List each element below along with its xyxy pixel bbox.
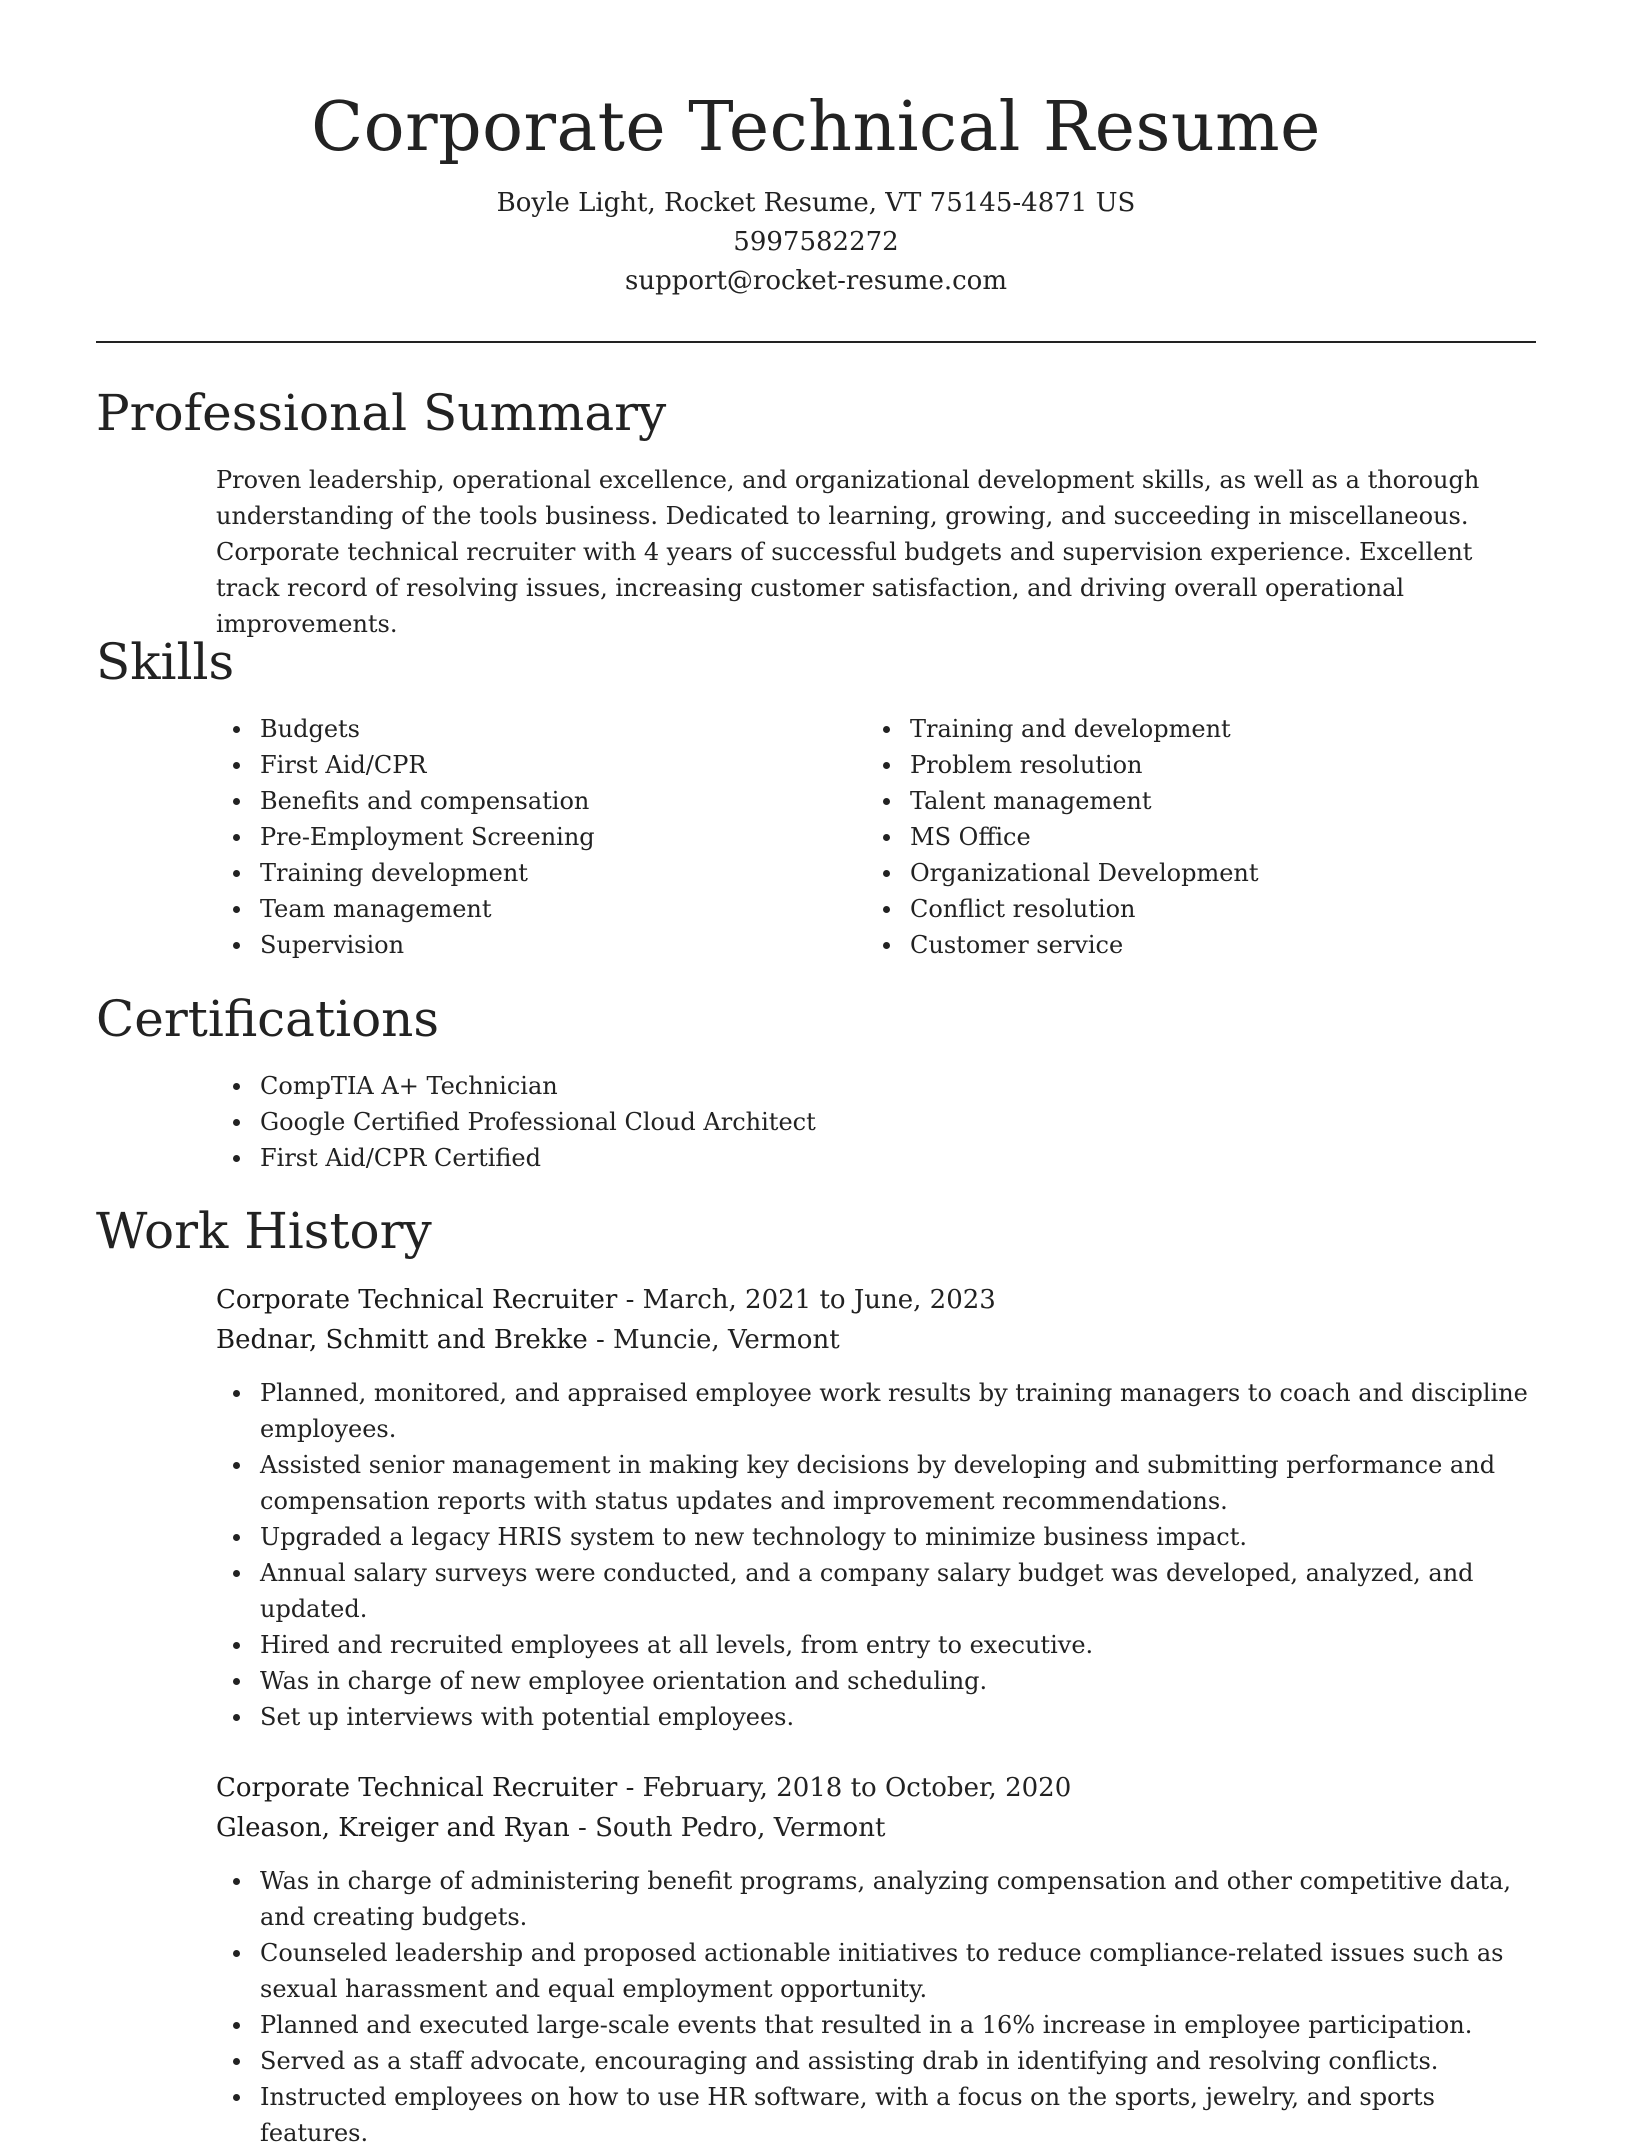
resume-header	[96, 80, 1536, 301]
job-duties-list	[216, 1863, 1536, 2151]
certification-item: First Aid/CPR Certified	[216, 1140, 1536, 1176]
job-company: Gleason, Kreiger and Ryan	[216, 1813, 570, 1843]
header-divider	[96, 341, 1536, 343]
skill-item: Training development	[216, 855, 836, 891]
section-title-summary: Professional Summary	[96, 384, 667, 442]
job-dates: March, 2021 to June, 2023	[642, 1285, 996, 1315]
job-duty: Instructed employees on how to use HR software, with a focus on the sports, jewelry, and sports features.	[216, 2079, 1536, 2151]
skill-item: Budgets	[216, 711, 836, 747]
job-duty: Counseled leadership and proposed actionable initiatives to reduce compliance-related issues such as sexual harassment and equal employment opportunity.	[216, 1935, 1536, 2007]
job-dates: February, 2018 to October, 2020	[642, 1773, 1072, 1803]
skill-item: Problem resolution	[866, 747, 1486, 783]
job-duties-list	[216, 1375, 1536, 1735]
section-title-certifications: Certifications	[96, 990, 440, 1048]
job-duties	[216, 1863, 1536, 2151]
job-duty: Upgraded a legacy HRIS system to new technology to minimize business impact.	[216, 1519, 1536, 1555]
resume-title: Corporate Technical Resume	[311, 88, 1321, 167]
job-company-line	[216, 1320, 1536, 1360]
skills-column-left	[216, 711, 836, 963]
certification-item: CompTIA A+ Technician	[216, 1068, 1536, 1104]
skill-item: Team management	[216, 891, 836, 927]
summary-text: Proven leadership, operational excellence, and organizational development skills, as well as a thorough understanding of the tools business. Dedicated to learning, growing, and succeeding in miscellaneous. Corporate technical recruiter with 4 years of successful budgets and supervision experience. Excellent track record of resolving issues, increasing customer satisfaction, and driving overall operational improvements.	[216, 466, 1480, 638]
certifications-block	[216, 1068, 1536, 1176]
skill-item: Talent management	[866, 783, 1486, 819]
job-company: Bednar, Schmitt and Brekke	[216, 1325, 588, 1355]
job-duty: Assisted senior management in making key decisions by developing and submitting performance and compensation reports with status updates and improvement recommendations.	[216, 1447, 1536, 1519]
job-separator: -	[617, 1773, 643, 1803]
skill-item: Training and development	[866, 711, 1486, 747]
skill-item: Customer service	[866, 927, 1486, 963]
job-duty: Planned and executed large-scale events that resulted in a 16% increase in employee participation.	[216, 2007, 1536, 2043]
job-duty: Annual salary surveys were conducted, and a company salary budget was developed, analyzed, and updated.	[216, 1555, 1536, 1627]
job-company-line	[216, 1808, 1536, 1848]
contact-address: Boyle Light, Rocket Resume, VT 75145-4871 US	[496, 188, 1136, 218]
section-title-skills: Skills	[96, 633, 235, 691]
job-role: Corporate Technical Recruiter	[216, 1285, 618, 1315]
skill-item: MS Office	[866, 819, 1486, 855]
job-title-line	[216, 1768, 1536, 1808]
job-duty: Was in charge of administering benefit programs, analyzing compensation and other competitive data, and creating budgets.	[216, 1863, 1536, 1935]
skill-item: Conflict resolution	[866, 891, 1486, 927]
certifications-list	[216, 1068, 1536, 1176]
job-title-line	[216, 1280, 1536, 1320]
job-duty: Was in charge of new employee orientation and scheduling.	[216, 1663, 1536, 1699]
section-title-work-history: Work History	[96, 1202, 432, 1260]
skills-list-right	[866, 711, 1486, 963]
skill-item: Organizational Development	[866, 855, 1486, 891]
job-duties	[216, 1375, 1536, 1735]
contact-phone: 5997582272	[733, 227, 899, 257]
skill-item: Supervision	[216, 927, 836, 963]
skills-column-right	[866, 711, 1486, 963]
certification-item: Google Certified Professional Cloud Architect	[216, 1104, 1536, 1140]
job-duty: Planned, monitored, and appraised employee work results by training managers to coach and discipline employees.	[216, 1375, 1536, 1447]
job-separator: -	[569, 1813, 596, 1843]
skill-item: Pre-Employment Screening	[216, 819, 836, 855]
skill-item: Benefits and compensation	[216, 783, 836, 819]
job-role: Corporate Technical Recruiter	[216, 1773, 618, 1803]
contact-email: support@rocket-resume.com	[624, 266, 1007, 296]
job-separator: -	[617, 1285, 643, 1315]
job-duty: Hired and recruited employees at all levels, from entry to executive.	[216, 1627, 1536, 1663]
job-location: Muncie, Vermont	[613, 1325, 840, 1355]
skill-item: First Aid/CPR	[216, 747, 836, 783]
job-duty: Set up interviews with potential employees.	[216, 1699, 1536, 1735]
skills-list-left	[216, 711, 836, 963]
job-duty: Served as a staff advocate, encouraging and assisting drab in identifying and resolving conflicts.	[216, 2043, 1536, 2079]
job-separator: -	[587, 1325, 614, 1355]
job-location: South Pedro, Vermont	[595, 1813, 886, 1843]
